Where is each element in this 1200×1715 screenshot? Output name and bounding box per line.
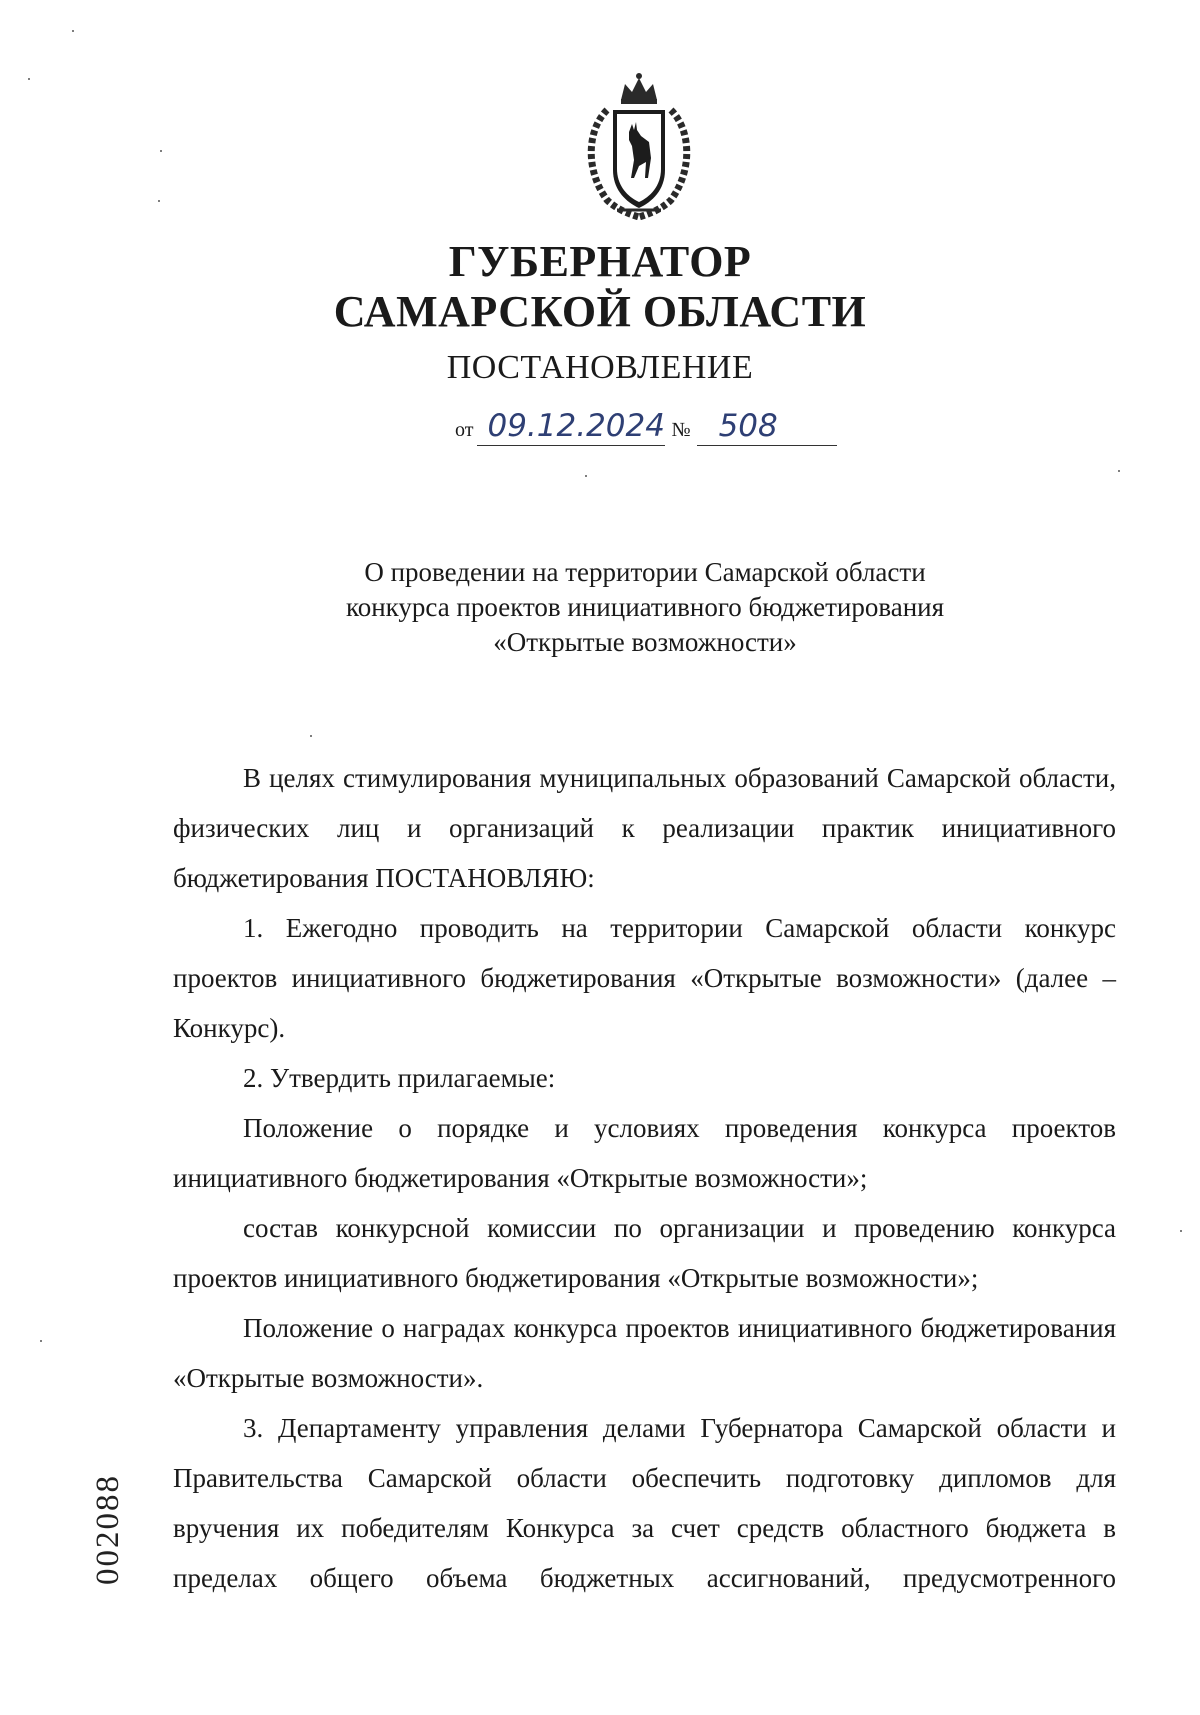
- subject-line: конкурса проектов инициативного бюджетирования: [345, 592, 945, 622]
- body-paragraph: Положение о наградах конкурса проектов инициативного бюджетирования «Открытые возможности».: [173, 1313, 1116, 1393]
- scan-speck: [310, 735, 312, 737]
- number-prefix: №: [671, 419, 691, 441]
- body-paragraph: Положение о порядке и условиях проведения конкурса проектов инициативного бюджетирования «Открытые возможности»;: [173, 1113, 1116, 1193]
- handwritten-number: 508: [697, 407, 837, 446]
- body-paragraph: 3. Департаменту управления делами Губернатора Самарской области и Правительства Самарской области обеспечить подготовку дипломов для вручения их победителям Конкурса за счет средств областного бюджета в пределах общего объема бюджетных ассигнований, предусмотренного: [173, 1413, 1116, 1593]
- scan-speck: [585, 475, 587, 477]
- samara-coat-of-arms-emblem: [577, 70, 701, 220]
- body-paragraph: 1. Ежегодно проводить на территории Самарской области конкурс проектов инициативного бюджетирования «Открытые возможности» (далее – Конкурс).: [173, 913, 1116, 1043]
- document-subject: [0, 555, 1200, 660]
- side-serial-number: 002088: [90, 1474, 126, 1585]
- document-type: ПОСТАНОВЛЕНИЕ: [446, 349, 754, 386]
- scan-speck: [160, 150, 162, 152]
- scan-speck: [158, 200, 160, 202]
- document-body: [173, 753, 1116, 1603]
- body-paragraph: состав конкурсной комиссии по организации и проведению конкурса проектов инициативного бюджетирования «Открытые возможности»;: [173, 1213, 1116, 1293]
- date-prefix: от: [455, 419, 474, 441]
- date-number-line: [455, 400, 837, 446]
- subject-line: О проведении на территории Самарской области: [364, 557, 926, 587]
- scan-speck: [1180, 1230, 1182, 1232]
- issuer-title-line2: САМАРСКОЙ ОБЛАСТИ: [333, 287, 867, 336]
- scan-speck: [72, 30, 74, 32]
- scan-speck: [28, 78, 30, 80]
- subject-line: «Открытые возможности»: [493, 627, 797, 657]
- scan-speck: [1118, 470, 1120, 472]
- body-paragraph: 2. Утвердить прилагаемые:: [243, 1063, 556, 1093]
- handwritten-date: 09.12.2024: [477, 407, 665, 446]
- scan-speck: [40, 1340, 42, 1342]
- issuer-title-line1: ГУБЕРНАТОР: [448, 237, 752, 286]
- body-paragraph: В целях стимулирования муниципальных образований Самарской области, физических лиц и организаций к реализации практик инициативного бюджетирования ПОСТАНОВЛЯЮ:: [173, 763, 1116, 893]
